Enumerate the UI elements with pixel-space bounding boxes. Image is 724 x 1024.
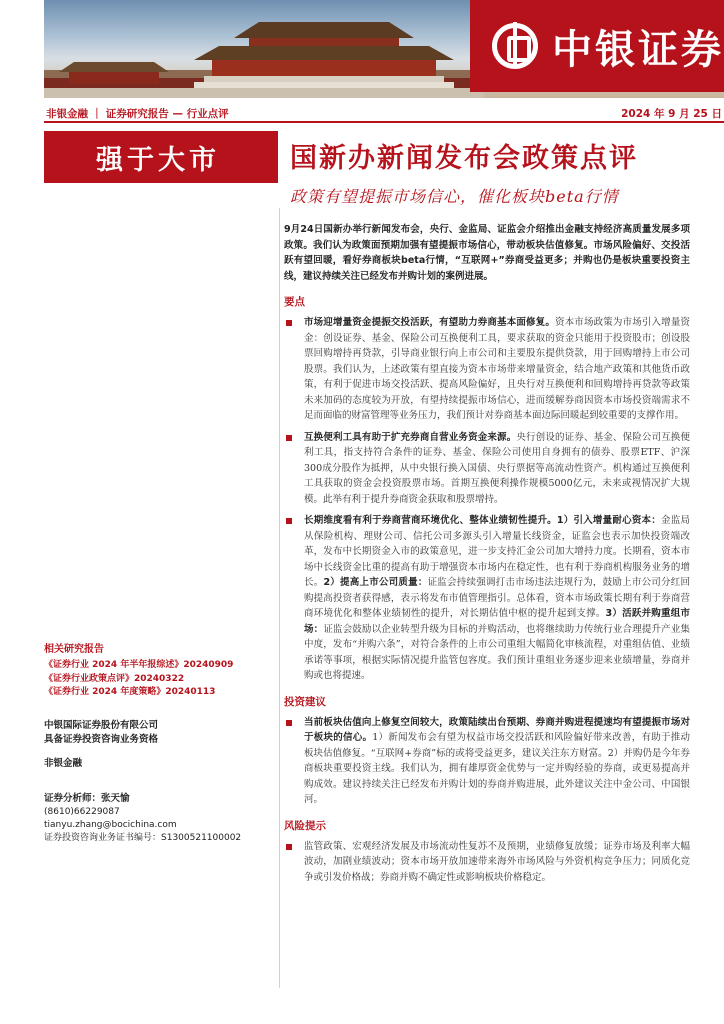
bullet-square-icon [286,518,292,524]
key-point-lead: 长期维度看有利于券商营商环境优化、整体业绩韧性提升。 [304,515,557,526]
related-report-item[interactable]: 《证券行业 2024 年半年报综述》20240909 [44,660,234,670]
analyst-name: 证券分析师：张天愉 [44,792,130,804]
rating-accent [272,131,278,183]
brand-name: 中银证券 [552,26,724,73]
key-point-sublead: 1）引入增量耐心资本： [556,515,662,526]
main-content [284,222,690,891]
investment-lead: 当前板块估值向上修复空间较大，政策陆续出台预期、券商并购进程提速均有望提振市场对于板块的信心。 [304,716,690,743]
key-points-heading: 要点 [284,296,305,308]
key-point-sublead: 3）活跃并购重组市场： [304,608,690,635]
risk-body: 监管政策、宏观经济发展及市场流动性复苏不及预期，业绩修复放缓；证券市场及利率大幅波动，加剧业绩波动；资本市场开放加速带来海外市场风险与外资机构竞争压力；同质化竞争或引发价格战；券商并购不确定性或影响板块价格稳定。 [304,840,690,883]
key-point-body: 证监会鼓励以企业转型升级为目标的并购活动，也将继续助力传统行业合理提升产业集中度，发布“并购六条”，对符合条件的上市公司重组大幅简化审核流程，对重组估值、业绩承诺等事项，根据实际情况提升监管包容度。我们预计重组业务逐步迎来业绩增量，券商并购或也将提速。 [304,623,690,681]
bullet-square-icon [286,720,292,726]
page-title: 国新办新闻发布会政策点评 [290,143,638,174]
analyst-license: 证券投资咨询业务证书编号：S1300521100002 [44,832,242,843]
company-qualification: 具备证券投资咨询业务资格 [44,734,159,745]
sidebar [44,640,274,845]
department: 非银金融 [44,757,83,769]
investment-item [284,715,690,808]
category-line: 非银金融 ｜ 证券研究报告 — 行业点评 [46,108,229,120]
investment-heading: 投资建议 [284,695,326,708]
key-point-lead: 市场迎增量资金提振交投活跃，有望助力券商基本面修复。 [304,317,555,328]
key-point-body: 金监局从保险机构、理财公司、信托公司多源头引入增量长线资金，证监会也表示加快投资端改革，发布中长期资金入市的政策意见，进一步支持汇金公司加大增持力度。长期看，资本市场中长线资金比重的提高有助于增强资本市场内在稳定性，也有利于券商机构服务业务的增长。 [304,515,690,588]
key-point-item [284,315,690,424]
boc-logo-icon [492,23,538,69]
rating-badge: 强于大市 [44,131,272,183]
company-name: 中银国际证券股份有限公司 [44,719,159,731]
bullet-square-icon [286,320,292,326]
analyst-email[interactable]: tianyu.zhang@bocichina.com [44,819,177,830]
key-point-body: 证监会持续强调打击市场违法违规行为，鼓励上市公司分红回购提高投资者获得感，表示将发布市值管理指引。总体看，资本市场政策长期有利于券商营商环境优化和整体业绩韧性的提升，对长期估值中枢的提升起到支撑。 [304,577,690,619]
investment-body: 1）新闻发布会有望为权益市场交投活跃和风险偏好带来改善，有助于推动板块估值修复。“互联网+券商”标的或将受益更多，建议关注东方财富。2）并购仍是今年券商板块重要投资主线。我们认为，拥有雄厚资金优势与一定并购经验的券商，或更易提高并购成效。建议持续关注已经发布并购计划的券商并购进展，此外建议关注中金公司、中国银河。 [304,732,690,805]
column-divider [279,208,280,988]
key-point-sublead: 2）提高上市公司质量： [323,577,428,588]
related-report-item[interactable]: 《证券行业 2024 年度策略》20240113 [44,687,216,697]
header-banner [44,0,724,98]
report-date: 2024 年 9 月 25 日 [621,108,722,120]
key-point-item [284,430,690,508]
key-point-body: 央行创设的证券、基金、保险公司互换便利工具，指支持符合条件的证券、基金、保险公司使用自身拥有的债券、股票ETF、沪深300成分股作为抵押，从中央银行换入国债、央行票据等高流动性资产。机构通过互换便利工具获取的资金会投资股票市场。首期互换便利操作规模5000亿元，未来或视情况扩大规模。此举有利于提升券商资金获取和股票增持。 [304,431,690,505]
page-subtitle: 政策有望提振市场信心，催化板块beta行情 [290,187,619,206]
related-report-item[interactable]: 《证券行业政策点评》20240322 [44,673,185,684]
key-point-lead: 互换便利工具有助于扩充券商自营业务资金来源。 [304,431,517,443]
brand-logo [470,0,724,92]
related-reports-heading: 相关研究报告 [44,644,104,655]
meta-bar [44,103,724,123]
bullet-square-icon [286,844,292,850]
key-point-item [284,513,690,684]
risk-heading: 风险提示 [284,819,326,832]
key-point-body: 资本市场政策为市场引入增量资金：创设证券、基金、保险公司互换便利工具，要求获取的资金只能用于投资股市；创设股票回购增持再贷款，引导商业银行向上市公司和主要股东提供贷款，用于回购增持上市公司股票。我们认为，上述政策有望直接为资本市场带来增量资金，结合地产政策和其他货币政策，有利于促进市场交投活跃、提高风险偏好，且央行对互换便利和回购增持再贷款等政策未来加码的态度较为开放，有望持续提振市场信心，进而缓解券商因资本市场投资端需求不足而面临的财富管理等业务压力，我们预计对券商基本面边际回暖起到较重要的支撑作用。 [304,317,690,421]
abstract: 9月24日国新办举行新闻发布会，央行、金监局、证监会介绍推出金融支持经济高质量发展多项政策。我们认为政策面预期加强有望提振市场信心，带动板块估值修复。市场风险偏好、交投活跃有望回暖，看好券商板块beta行情，“互联网+”券商受益更多；并购也仍是板块重要投资主线，建议持续关注已经发布并购计划的案例进展。 [284,224,690,282]
analyst-phone: (8610)66229087 [44,806,120,817]
risk-item [284,839,690,886]
bullet-square-icon [286,435,292,441]
